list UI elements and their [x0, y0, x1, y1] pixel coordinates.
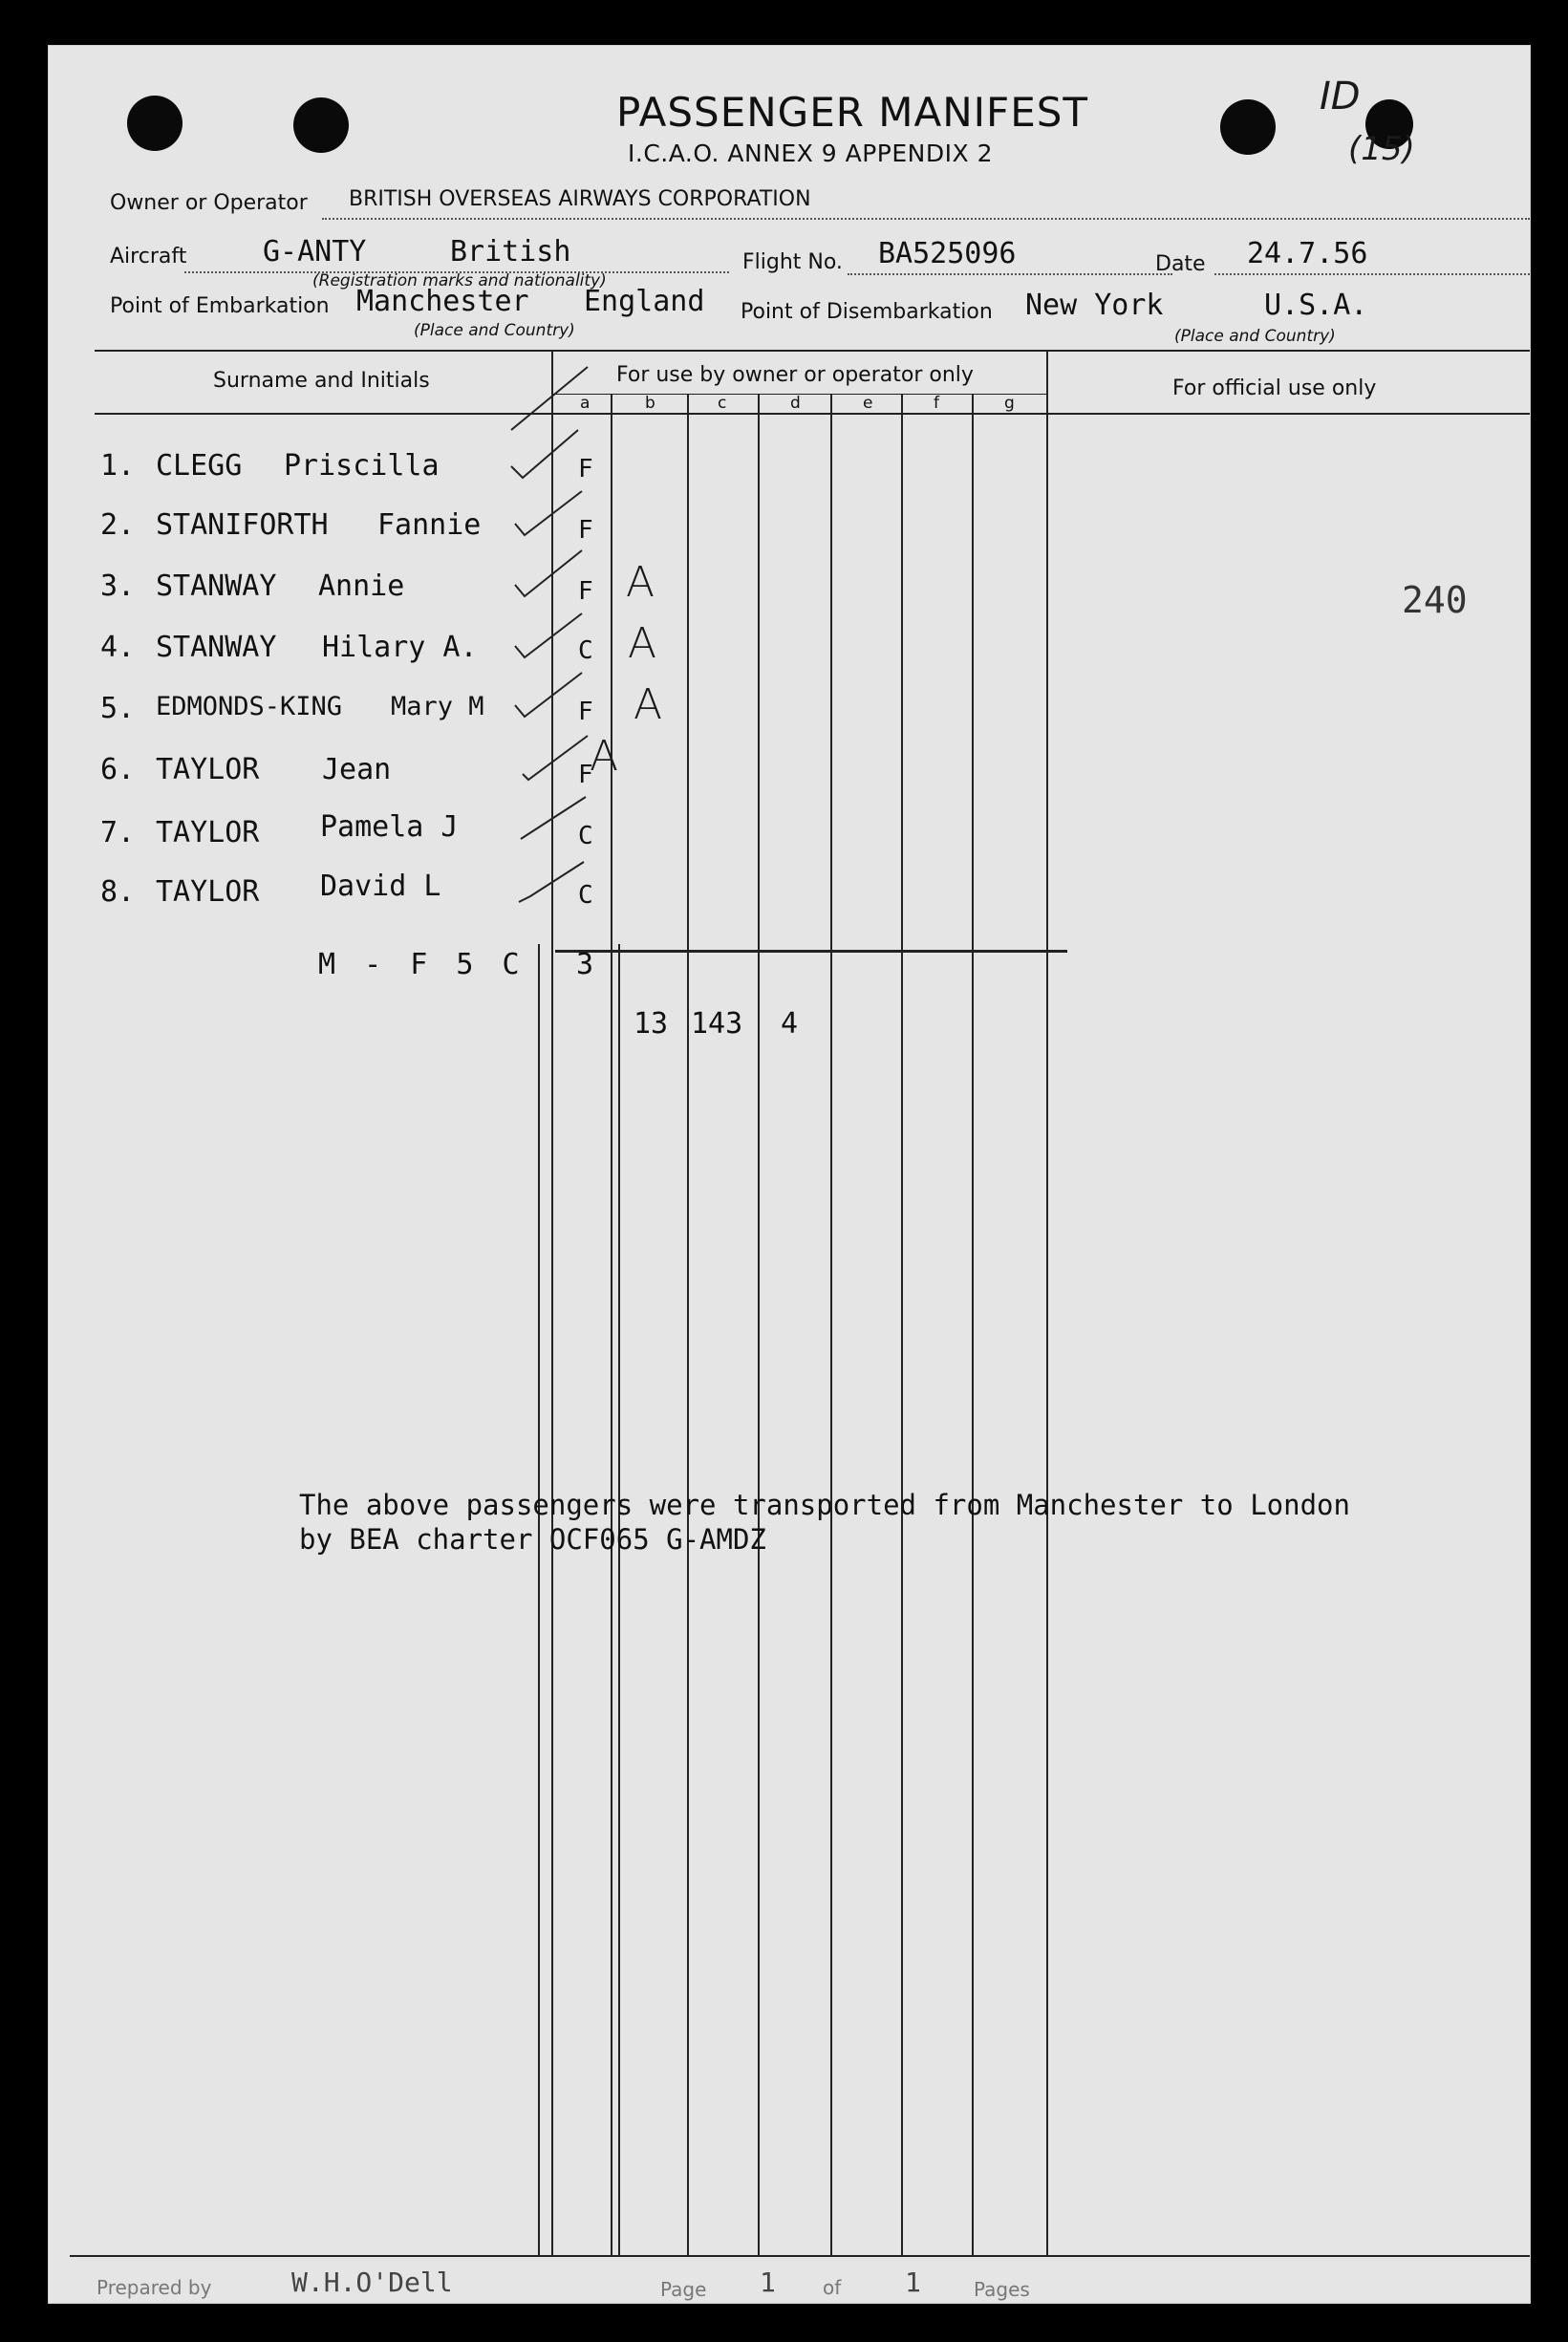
- col-divider-official: [1046, 350, 1048, 2255]
- transport-note-line-1: The above passengers were transported from Manchester to London: [299, 1489, 1350, 1521]
- punch-hole-left-2: [293, 97, 349, 153]
- top-annotation-id: ID: [1320, 75, 1361, 118]
- passenger-surname: TAYLOR: [156, 816, 260, 849]
- official-use-number: 240: [1402, 579, 1468, 621]
- col-letter-f: f: [934, 394, 939, 413]
- total-col-b: 13: [634, 1007, 669, 1041]
- disembarkation-note: (Place and Country): [1174, 327, 1336, 346]
- summary-classes: M - F 5 C: [318, 948, 526, 981]
- embarkation-country: England: [584, 285, 705, 318]
- passenger-given-name: Hilary A.: [322, 631, 478, 664]
- handwritten-mark: A: [634, 680, 663, 729]
- total-col-d: 4: [781, 1007, 799, 1041]
- punch-hole-left-1: [127, 96, 183, 151]
- col-letter-g: g: [1004, 394, 1015, 413]
- passenger-given-name: Mary M: [391, 692, 484, 721]
- col-divider-de: [830, 394, 832, 2255]
- passenger-surname: TAYLOR: [156, 753, 260, 786]
- passenger-class: F: [578, 516, 593, 545]
- col-divider-fg: [972, 394, 974, 2255]
- header-surname: Surname and Initials: [213, 369, 430, 393]
- passenger-number: 4.: [100, 631, 136, 664]
- total-pages: 1: [905, 2267, 921, 2298]
- check-mark: [517, 856, 593, 923]
- passenger-class: F: [578, 577, 593, 606]
- passenger-number: 6.: [100, 753, 136, 786]
- owner-label: Owner or Operator: [110, 191, 308, 215]
- passenger-number: 5.: [100, 692, 136, 725]
- passenger-surname: CLEGG: [156, 449, 243, 483]
- passenger-given-name: Pamela J: [320, 810, 459, 844]
- manifest-sheet: [48, 45, 1531, 2304]
- passenger-number: 1.: [100, 449, 136, 483]
- check-mark: [513, 667, 590, 734]
- disembarkation-place: New York: [1025, 289, 1164, 322]
- passenger-surname: TAYLOR: [156, 875, 260, 909]
- handwritten-mark: A: [590, 732, 619, 781]
- check-mark: [509, 424, 586, 491]
- header-official-use: For official use only: [1172, 376, 1377, 400]
- punch-hole-right: [1220, 99, 1276, 155]
- prepared-by-value: W.H.O'Dell: [291, 2267, 453, 2298]
- passenger-surname: STANIFORTH: [156, 508, 329, 542]
- check-mark: [513, 545, 590, 612]
- date-label: Date: [1155, 252, 1206, 276]
- table-bottom-rule: [70, 2255, 1530, 2257]
- passenger-given-name: David L: [320, 870, 441, 903]
- pages-label: Pages: [974, 2278, 1030, 2301]
- summary-col-a: 3: [576, 948, 594, 981]
- aircraft-nationality: British: [450, 235, 571, 269]
- top-annotation-number: (15): [1348, 130, 1415, 168]
- col-letter-e: e: [863, 394, 873, 413]
- passenger-class: F: [578, 761, 593, 789]
- passenger-class: F: [578, 455, 593, 483]
- col-letter-a: a: [580, 394, 591, 413]
- col-divider-b-inner: [618, 944, 620, 2255]
- table-top-rule: [95, 350, 1530, 352]
- disembarkation-country: U.S.A.: [1264, 289, 1368, 322]
- registration-note: (Registration marks and nationality): [312, 271, 607, 290]
- passenger-surname: STANWAY: [156, 631, 277, 664]
- check-mark: [519, 791, 595, 858]
- table-header-rule: [95, 413, 1530, 415]
- total-rule: [555, 950, 1067, 953]
- col-divider-cd: [758, 394, 760, 2255]
- prepared-by-label: Prepared by: [97, 2276, 212, 2299]
- passenger-class: C: [578, 636, 593, 665]
- passenger-given-name: Fannie: [377, 508, 482, 542]
- aircraft-label: Aircraft: [110, 245, 187, 269]
- passenger-surname: STANWAY: [156, 569, 277, 603]
- col-letter-c: c: [718, 394, 727, 413]
- handwritten-mark: A: [626, 558, 655, 607]
- col-divider-a-left: [538, 944, 540, 2255]
- check-mark: [513, 485, 590, 552]
- embarkation-note: (Place and Country): [414, 321, 575, 340]
- passenger-given-name: Priscilla: [284, 449, 440, 483]
- embarkation-label: Point of Embarkation: [110, 294, 330, 318]
- date-value: 24.7.56: [1247, 237, 1368, 270]
- passenger-number: 2.: [100, 508, 136, 542]
- col-letter-d: d: [790, 394, 801, 413]
- col-letter-b: b: [645, 394, 655, 413]
- owner-value: BRITISH OVERSEAS AIRWAYS CORPORATION: [349, 187, 811, 211]
- transport-note-line-2: by BEA charter OCF065 G-AMDZ: [299, 1523, 766, 1556]
- col-divider-ab: [611, 394, 612, 2255]
- passenger-class: C: [578, 881, 593, 910]
- passenger-number: 7.: [100, 816, 136, 849]
- passenger-class: F: [578, 698, 593, 726]
- header-owner-use: For use by owner or operator only: [616, 363, 974, 387]
- check-mark: [513, 608, 590, 675]
- check-mark: [521, 730, 597, 797]
- form-subtitle: I.C.A.O. ANNEX 9 APPENDIX 2: [628, 140, 993, 167]
- passenger-surname: EDMONDS-KING: [156, 692, 343, 721]
- page-label: Page: [660, 2278, 707, 2301]
- passenger-number: 8.: [100, 875, 136, 909]
- flight-number: BA525096: [878, 237, 1017, 270]
- total-col-c: 143: [691, 1007, 743, 1041]
- form-title: PASSENGER MANIFEST: [616, 89, 1089, 136]
- disembarkation-label: Point of Disembarkation: [741, 300, 993, 324]
- col-divider-bc: [687, 394, 689, 2255]
- passenger-given-name: Annie: [318, 569, 405, 603]
- handwritten-mark: A: [628, 619, 657, 668]
- flight-label: Flight No.: [742, 250, 843, 274]
- passenger-class: C: [578, 822, 593, 850]
- aircraft-registration: G-ANTY: [263, 235, 367, 269]
- of-label: of: [823, 2276, 842, 2299]
- date-dotted-line: [1214, 273, 1530, 275]
- embarkation-place: Manchester: [356, 285, 529, 318]
- page-number: 1: [760, 2267, 776, 2298]
- passenger-given-name: Jean: [322, 753, 392, 786]
- col-divider-ef: [901, 394, 903, 2255]
- owner-dotted-line: [322, 218, 1530, 220]
- passenger-number: 3.: [100, 569, 136, 603]
- flight-dotted-line: [848, 273, 1172, 275]
